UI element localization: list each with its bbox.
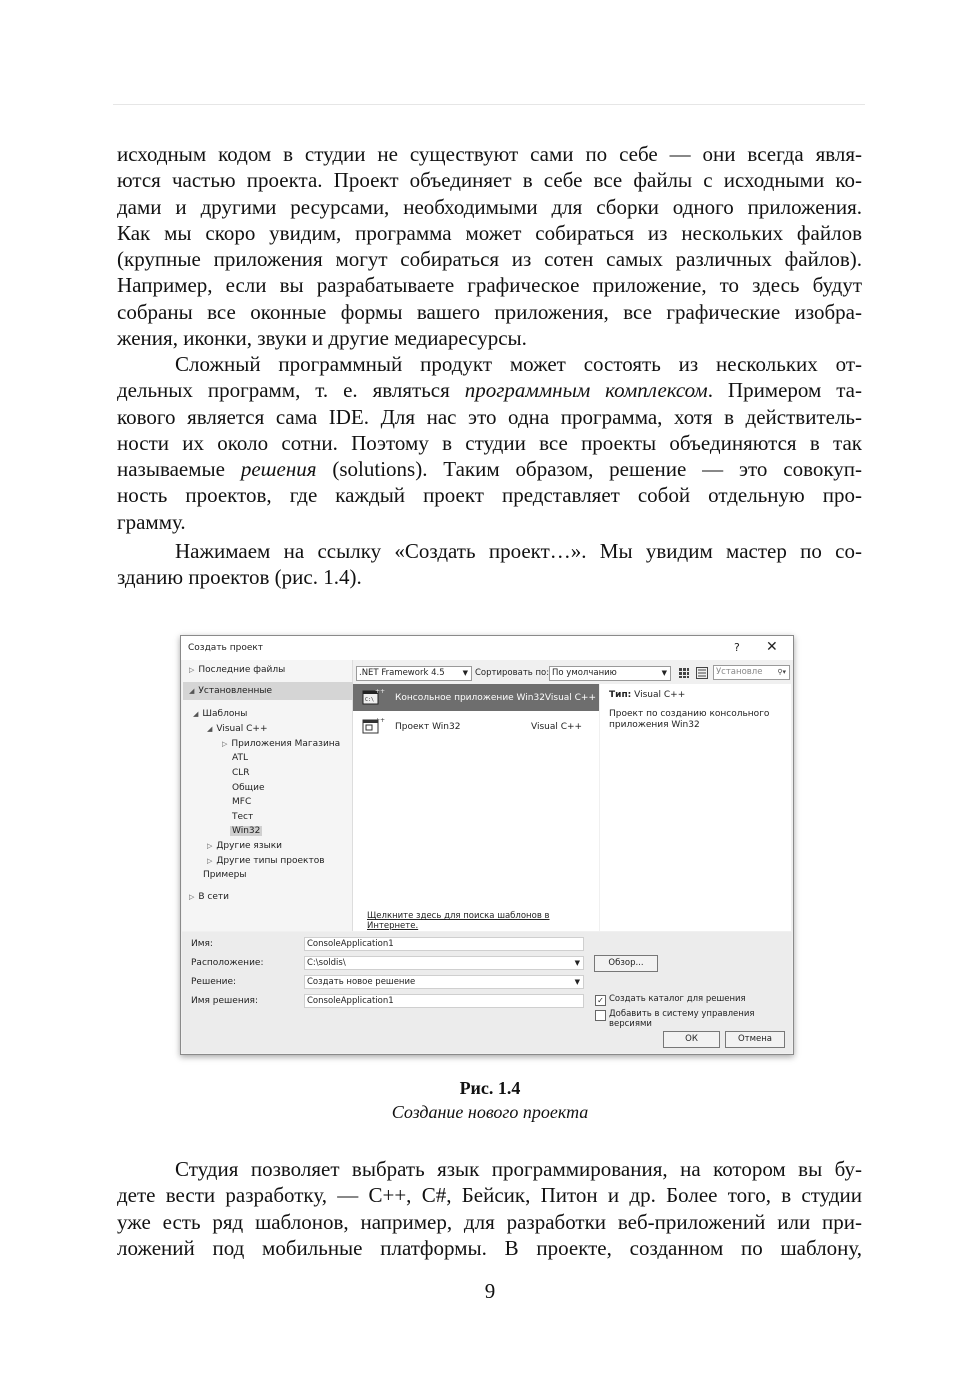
- template-tree: [182, 660, 353, 931]
- solution-value: Создать новое решение: [307, 977, 416, 987]
- ok-button[interactable]: ОК: [663, 1031, 720, 1048]
- sort-select-value: По умолчанию: [552, 668, 617, 678]
- dropdown-arrow-icon: ▼: [574, 959, 580, 967]
- term-solutions: решения: [240, 457, 317, 482]
- tree-item-other-project-types[interactable]: [207, 856, 325, 866]
- solution-label: Решение:: [191, 977, 237, 987]
- collapse-arrow-icon: ◢: [207, 725, 213, 733]
- add-source-control-label: Добавить в систему управления версиями: [609, 1009, 755, 1029]
- paragraph-3: [117, 538, 862, 591]
- expand-arrow-icon: ▷: [189, 666, 195, 674]
- text-line: дами и другими ресурсами, необходимыми для сборки одного приложения.: [117, 194, 862, 219]
- project-settings-form: [182, 932, 792, 1053]
- sort-label: Сортировать по:: [475, 668, 550, 678]
- text-line: Нажимаем на ссылку «Создать проект…». Мы увидим мастер по со-: [175, 539, 862, 563]
- solution-select[interactable]: [304, 975, 584, 989]
- template-name: Проект Win32: [395, 722, 461, 732]
- svg-text:C:\: C:\: [365, 697, 375, 703]
- search-icon: ⚲▾: [777, 668, 786, 676]
- cancel-button[interactable]: Отмена: [725, 1031, 785, 1048]
- text-line: зданию проектов (рис. 1.4).: [117, 565, 362, 590]
- help-button[interactable]: ?: [734, 641, 740, 654]
- template-details: [600, 684, 791, 931]
- detail-description: Проект по созданию консольного приложения Win32: [609, 709, 770, 730]
- tree-item-installed[interactable]: [189, 686, 272, 696]
- paragraph-1: [117, 141, 862, 351]
- collapse-arrow-icon: ◢: [193, 710, 199, 718]
- paragraph-4: [117, 1156, 862, 1261]
- console-app-icon: [362, 688, 386, 705]
- text-line: Студия позволяет выбрать язык программирования, на котором вы бу-: [175, 1157, 862, 1181]
- search-placeholder: Установле: [716, 667, 763, 677]
- template-toolbar: [353, 660, 791, 684]
- tree-item-general[interactable]: Общие: [232, 783, 265, 793]
- tree-item-win32[interactable]: Win32: [232, 826, 261, 836]
- dropdown-arrow-icon: ▼: [462, 669, 468, 677]
- new-project-dialog: [180, 635, 794, 1055]
- text-fragment: дельных программ, т. е. являться: [117, 378, 465, 403]
- text-line: [117, 377, 862, 403]
- text-line: кового является сама IDE. Для нас это одна программа, хотя в действитель-: [117, 404, 862, 429]
- text-line: собраны все оконные формы вашего приложения, все графические изобра-: [117, 299, 862, 324]
- svg-text:++: ++: [375, 717, 386, 724]
- tree-item-label: Visual C++: [216, 724, 268, 734]
- location-label: Расположение:: [191, 958, 264, 968]
- collapse-arrow-icon: ◢: [189, 687, 195, 695]
- detail-type: [609, 690, 685, 700]
- template-console-app[interactable]: [353, 684, 599, 711]
- dropdown-arrow-icon: ▼: [574, 978, 580, 986]
- tree-item-clr[interactable]: CLR: [232, 768, 250, 778]
- expand-arrow-icon: ▷: [207, 857, 213, 865]
- tree-item-label: Последние файлы: [198, 665, 286, 675]
- sort-select[interactable]: [549, 666, 671, 681]
- text-line: дете вести разработку, — C++, C#, Бейсик, Питон и др. Более того, в студии: [117, 1183, 862, 1208]
- paragraph-2: [117, 351, 862, 535]
- framework-select[interactable]: [356, 666, 472, 681]
- text-line: ности их около сотни. Поэтому в студии все проекты объединяются в так: [117, 430, 862, 455]
- dialog-title: Создать проект: [188, 643, 264, 653]
- text-line: ность проектов, где каждый проект представляет собой отдельную про-: [117, 483, 862, 508]
- detail-type-label: Тип:: [609, 690, 632, 700]
- tree-item-test[interactable]: Тест: [232, 812, 254, 822]
- close-button[interactable]: ✕: [766, 639, 778, 655]
- tree-item-samples[interactable]: Примеры: [203, 870, 247, 880]
- text-fragment: (solutions). Таким образом, решение — это совокуп-: [316, 457, 862, 482]
- term-program-complex: программным комплексом: [464, 378, 708, 403]
- create-directory-checkbox[interactable]: ✓: [595, 995, 606, 1006]
- template-language: Visual C++: [531, 722, 583, 732]
- online-templates-link[interactable]: Щелкните здесь для поиска шаблонов в Интернете.: [367, 911, 550, 931]
- tree-item-label: Другие языки: [216, 841, 283, 851]
- text-line: грамму.: [117, 509, 186, 534]
- text-line: Сложный программный продукт может состоять из нескольких от-: [175, 352, 862, 376]
- tree-item-atl[interactable]: ATL: [232, 753, 248, 763]
- text-line: жения, иконки, звуки и другие медиаресурсы.: [117, 326, 527, 351]
- text-line: Как мы скоро увидим, программа может собираться из нескольких файлов: [117, 220, 862, 245]
- location-select[interactable]: [304, 956, 584, 970]
- expand-arrow-icon: ▷: [222, 740, 228, 748]
- text-line: ложений под мобильные платформы. В проекте, созданном по шаблону,: [117, 1235, 862, 1260]
- tree-item-label: Другие типы проектов: [216, 856, 325, 866]
- tree-item-store-apps[interactable]: [222, 739, 340, 749]
- page-number: 9: [484, 1279, 496, 1303]
- text-line: уже есть ряд шаблонов, например, для разработки веб-приложений или при-: [117, 1209, 862, 1234]
- tree-item-other-languages[interactable]: [207, 841, 282, 851]
- tree-item-label: Установленные: [198, 686, 272, 696]
- location-value: C:\soldis\: [307, 958, 346, 968]
- dialog-titlebar: [181, 636, 793, 660]
- template-name: Консольное приложение Win32Visual C++: [395, 693, 597, 703]
- expand-arrow-icon: ▷: [189, 893, 195, 901]
- name-label: Имя:: [191, 939, 213, 949]
- text-line: Например, если вы разрабатываете графическое приложение, то здесь будут: [117, 273, 862, 298]
- text-line: (крупные приложения могут собираться из сотен самых различных файлов).: [117, 247, 862, 272]
- tree-item-label: Шаблоны: [202, 709, 248, 719]
- win32-project-icon: [362, 717, 386, 734]
- name-input[interactable]: ConsoleApplication1: [304, 937, 584, 951]
- text-fragment: называемые: [117, 457, 241, 482]
- tree-item-mfc[interactable]: MFC: [232, 797, 252, 807]
- template-search-input[interactable]: [713, 665, 790, 680]
- text-line: ются частью проекта. Проект объединяет в себе все файлы с исходными ко-: [117, 168, 862, 193]
- list-view-icon[interactable]: [696, 667, 708, 679]
- template-list: [353, 684, 599, 931]
- tree-item-label: В сети: [198, 892, 230, 902]
- svg-text:++: ++: [375, 688, 386, 695]
- add-source-control-checkbox[interactable]: [595, 1010, 606, 1021]
- header-rule: [113, 104, 865, 105]
- tree-item-label: Приложения Магазина: [231, 739, 341, 749]
- text-fragment: . Примером та-: [707, 378, 862, 403]
- solution-name-input[interactable]: ConsoleApplication1: [304, 994, 584, 1008]
- expand-arrow-icon: ▷: [207, 842, 213, 850]
- figure-caption: Создание нового проекта: [391, 1102, 589, 1122]
- browse-button[interactable]: Обзор...: [594, 955, 658, 972]
- tree-item-recent[interactable]: [189, 665, 285, 675]
- tree-item-templates[interactable]: [193, 709, 247, 719]
- tree-item-visual-cpp[interactable]: [207, 724, 268, 734]
- detail-type-value: Visual C++: [634, 690, 686, 700]
- solution-name-label: Имя решения:: [191, 996, 258, 1006]
- tree-item-online[interactable]: [189, 892, 229, 902]
- grid-view-icon[interactable]: [678, 667, 690, 679]
- dropdown-arrow-icon: ▼: [661, 669, 667, 677]
- template-win32-project[interactable]: [353, 713, 599, 740]
- framework-select-value: .NET Framework 4.5: [359, 668, 445, 678]
- text-line: [117, 456, 862, 482]
- create-directory-label: Создать каталог для решения: [609, 994, 746, 1004]
- text-line: исходным кодом в студии не существуют сами по себе — они всегда явля-: [117, 142, 862, 166]
- figure-number: Рис. 1.4: [459, 1078, 521, 1098]
